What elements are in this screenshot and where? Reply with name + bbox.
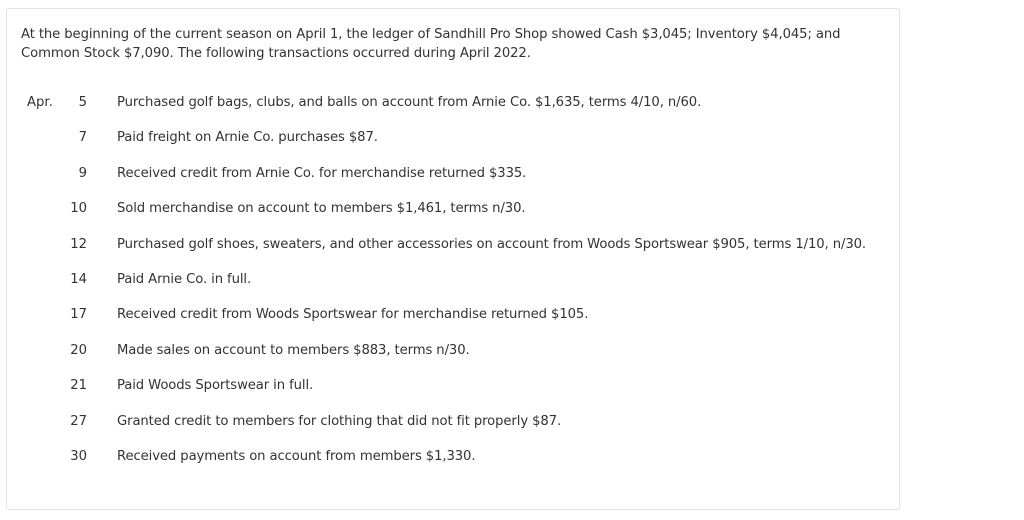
- problem-intro: [21, 25, 881, 63]
- intro-line-1: At the beginning of the current season on April 1, the ledger of Sandhill Pro Shop showed Cash $3,045; Inventory $4,045; and: [21, 27, 841, 42]
- transaction-description: Granted credit to members for clothing that did not fit properly $87.: [117, 413, 562, 429]
- transaction-day: 5: [78, 95, 87, 110]
- transaction-day: 17: [70, 307, 87, 323]
- transaction-description: Purchased golf shoes, sweaters, and other accessories on account from Woods Sportswear $905, terms 1/10, n/30.: [117, 236, 866, 252]
- transaction-day: 30: [70, 448, 87, 464]
- transaction-row: [7, 164, 897, 199]
- transaction-description: Received payments on account from members $1,330.: [117, 448, 476, 464]
- transaction-row: [7, 199, 897, 234]
- transaction-day: 10: [70, 201, 87, 217]
- transaction-day: 21: [70, 378, 87, 394]
- transaction-description: Paid freight on Arnie Co. purchases $87.: [117, 130, 378, 146]
- transaction-day: 9: [78, 165, 87, 181]
- transaction-row: [7, 305, 897, 340]
- transaction-description: Received credit from Arnie Co. for merchandise returned $335.: [117, 165, 527, 181]
- transaction-day: 27: [70, 413, 87, 429]
- transaction-description: Received credit from Woods Sportswear for merchandise returned $105.: [117, 307, 589, 323]
- transaction-row: [7, 376, 897, 411]
- intro-line-2: Common Stock $7,090. The following transactions occurred during April 2022.: [21, 46, 531, 61]
- transaction-row: [7, 93, 897, 128]
- problem-card: [6, 8, 900, 510]
- transaction-row: [7, 270, 897, 305]
- transaction-list: [7, 93, 897, 482]
- transaction-month: Apr.: [27, 95, 53, 110]
- transaction-day: 7: [78, 130, 87, 146]
- transaction-row: [7, 128, 897, 163]
- transaction-row: [7, 412, 897, 447]
- transaction-day: 20: [70, 342, 87, 358]
- transaction-row: [7, 235, 897, 270]
- transaction-description: Made sales on account to members $883, terms n/30.: [117, 342, 470, 358]
- transaction-description: Sold merchandise on account to members $1,461, terms n/30.: [117, 201, 526, 217]
- transaction-description: Paid Woods Sportswear in full.: [117, 378, 314, 394]
- transaction-day: 12: [70, 236, 87, 252]
- transaction-description: Purchased golf bags, clubs, and balls on account from Arnie Co. $1,635, terms 4/10, n/60.: [117, 95, 702, 110]
- transaction-row: [7, 341, 897, 376]
- transaction-day: 14: [70, 271, 87, 287]
- transaction-description: Paid Arnie Co. in full.: [117, 271, 252, 287]
- transaction-row: [7, 447, 897, 482]
